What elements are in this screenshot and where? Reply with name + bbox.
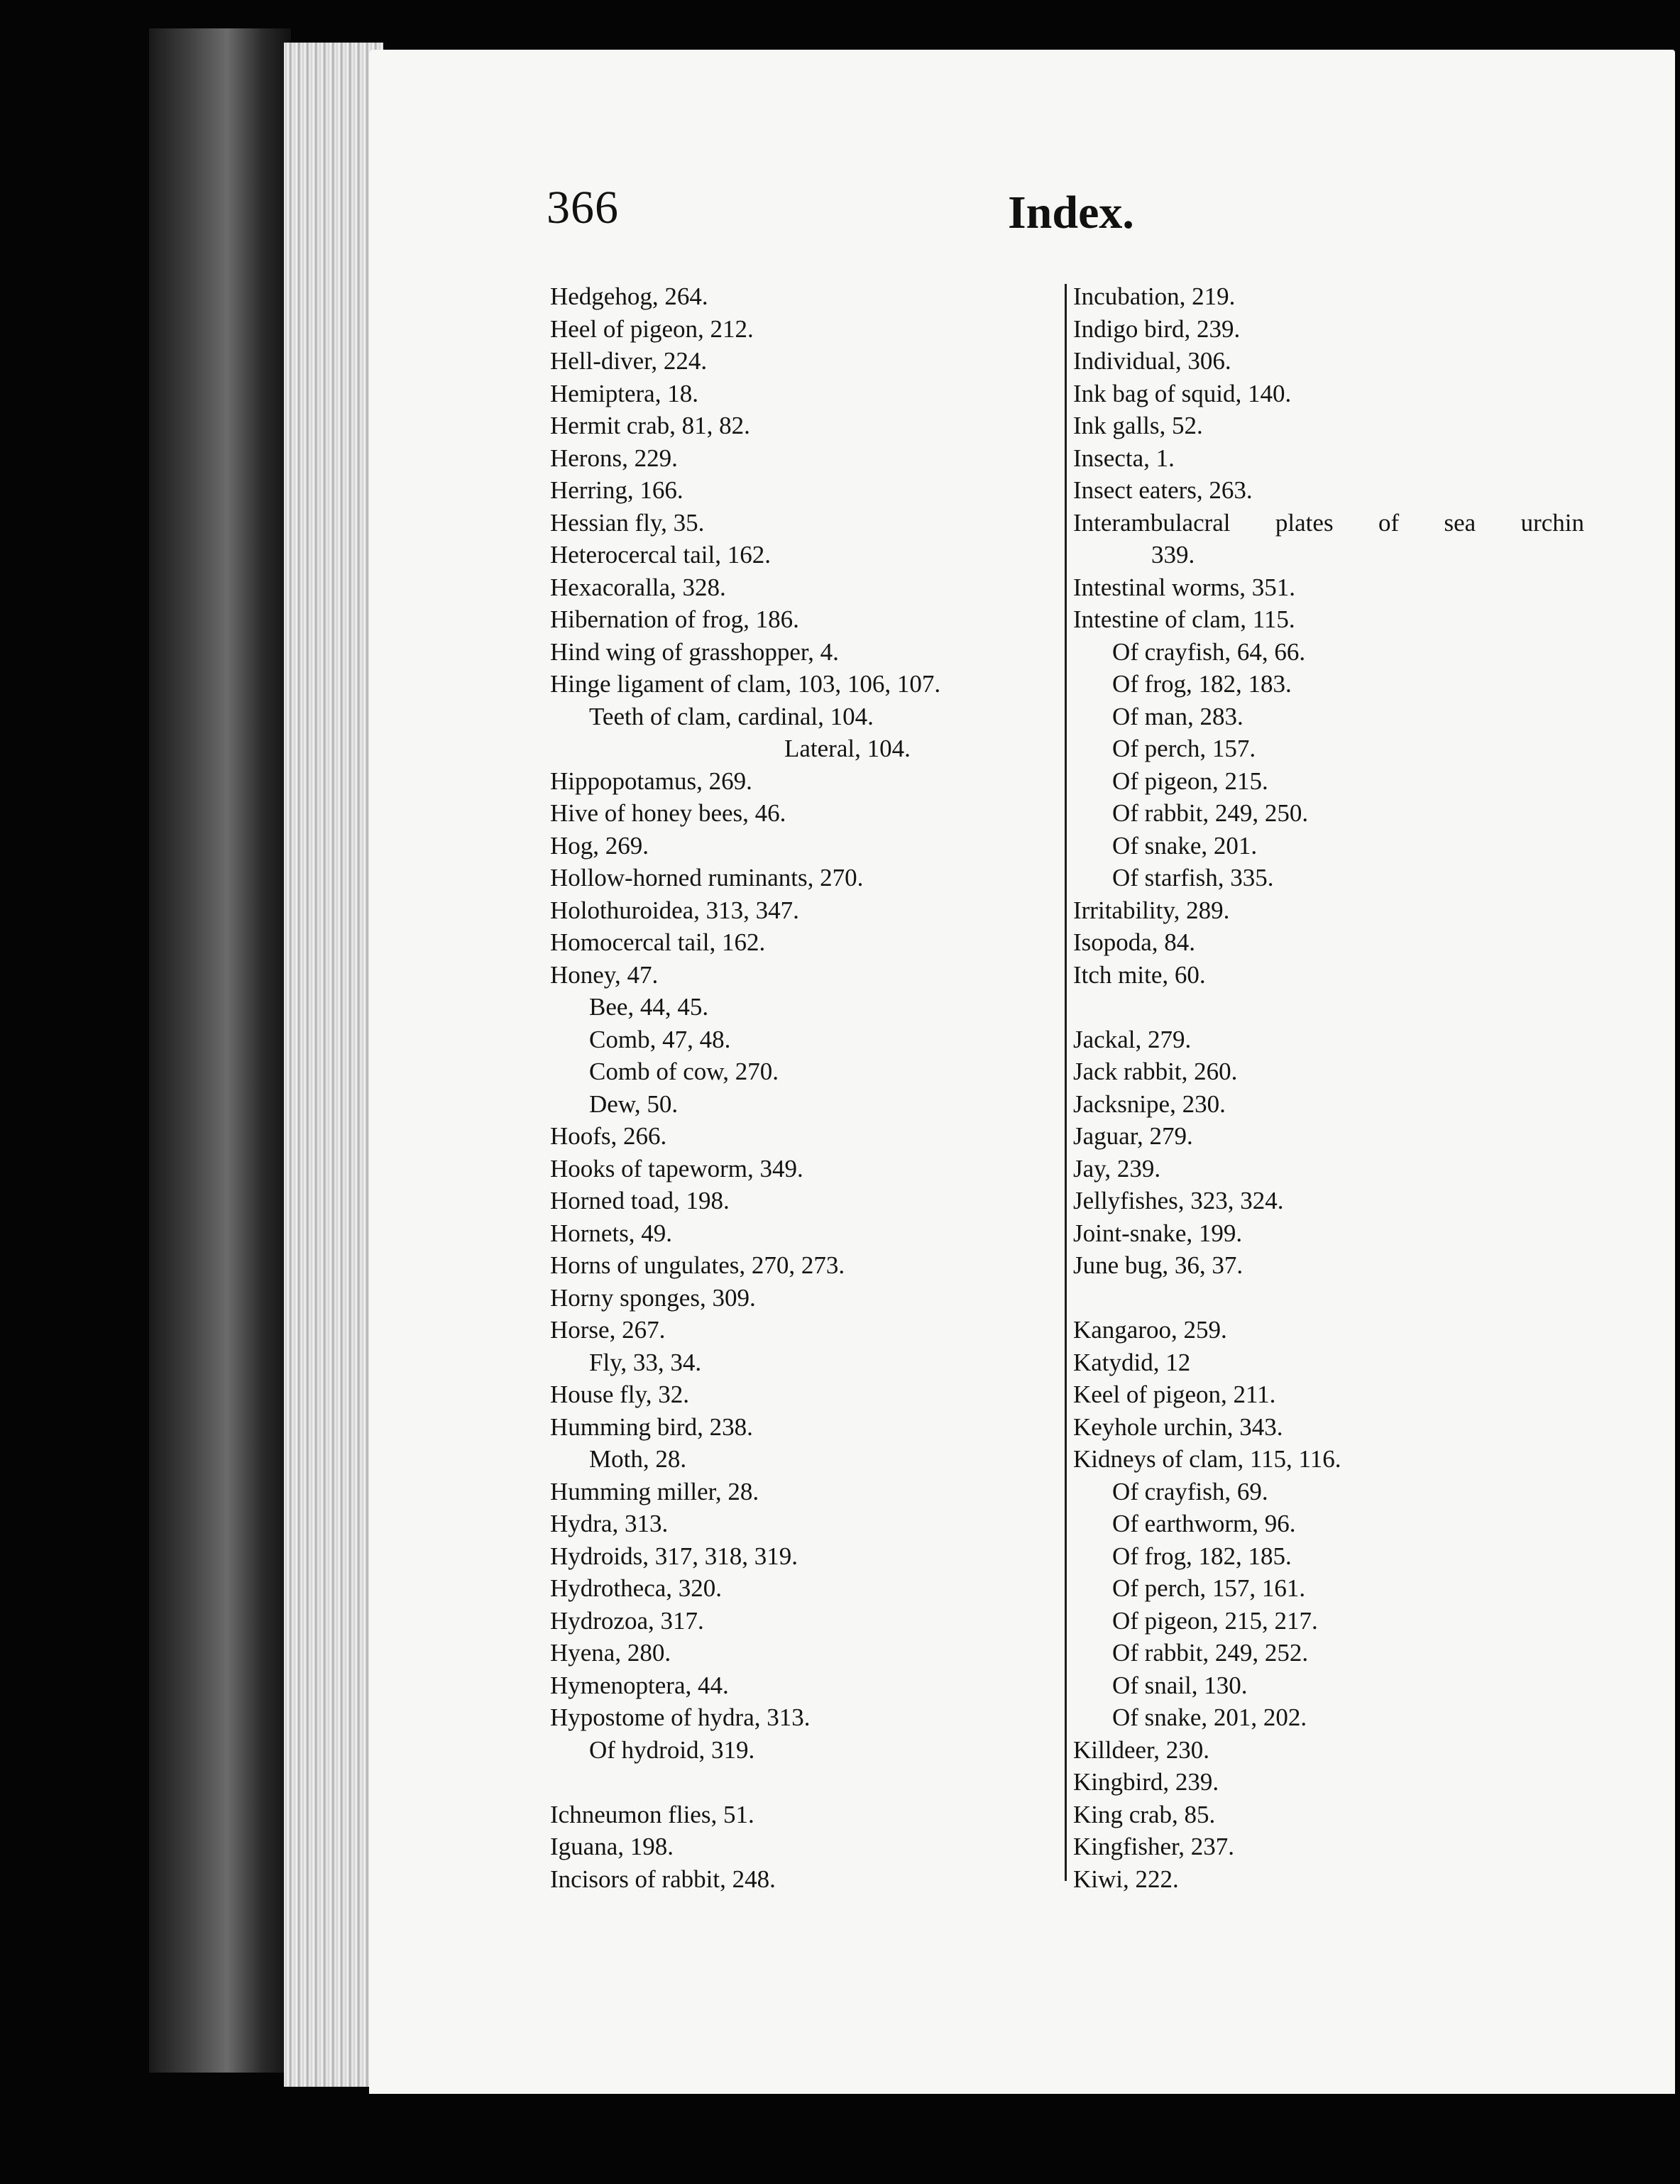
index-subentry: Fly, 33, 34. (589, 1348, 702, 1376)
index-entry: Kingfisher, 237. (1073, 1833, 1235, 1860)
index-entry: Ink galls, 52. (1073, 412, 1203, 439)
index-entry: Keel of pigeon, 211. (1073, 1381, 1276, 1408)
letter-group-gap (1073, 991, 1584, 1024)
index-entry: Humming miller, 28. (550, 1477, 759, 1505)
index-entry: Hippopotamus, 269. (550, 767, 752, 795)
index-entry: Hinge ligament of clam, 103, 106, 107. (550, 670, 941, 698)
index-entry: Holothuroidea, 313, 347. (550, 896, 799, 924)
index-entry: Jackal, 279. (1073, 1025, 1192, 1053)
letter-group-gap (550, 1766, 1040, 1799)
page-number: 366 (547, 182, 619, 234)
page-title: Index. (1008, 187, 1134, 238)
index-entry: Hessian fly, 35. (550, 508, 705, 537)
index-entry: Hydroids, 317, 318, 319. (550, 1542, 798, 1570)
index-entry: Kangaroo, 259. (1073, 1316, 1227, 1344)
index-entry: Kiwi, 222. (1073, 1865, 1179, 1893)
index-subentry: Of hydroid, 319. (589, 1735, 755, 1764)
index-subentry: Of perch, 157, 161. (1112, 1574, 1306, 1602)
index-entry: Killdeer, 230. (1073, 1735, 1210, 1764)
index-subentry: Of frog, 182, 183. (1112, 670, 1292, 698)
index-entry: Hymenoptera, 44. (550, 1671, 729, 1699)
index-entry: Jacksnipe, 230. (1073, 1090, 1226, 1118)
index-entry: Interambulacral plates of sea urchin (1073, 508, 1584, 537)
index-entry: Hog, 269. (550, 831, 649, 860)
letter-group-gap (1073, 1282, 1584, 1315)
index-entry: Indigo bird, 239. (1073, 314, 1241, 343)
index-entry: Homocercal tail, 162. (550, 928, 766, 956)
index-subentry: Teeth of clam, cardinal, 104. (589, 702, 874, 730)
index-entry: Insect eaters, 263. (1073, 476, 1253, 504)
index-subentry: Of perch, 157. (1112, 735, 1256, 762)
page-edges (284, 43, 383, 2087)
index-subentry: Comb of cow, 270. (589, 1058, 779, 1085)
index-entry: Intestinal worms, 351. (1073, 573, 1296, 601)
index-subentry: Of snake, 201. (1112, 831, 1258, 860)
index-entry: Kingbird, 239. (1073, 1768, 1219, 1796)
index-entry: Hoofs, 266. (550, 1122, 667, 1150)
index-entry: Hexacoralla, 328. (550, 573, 726, 601)
index-subentry: Bee, 44, 45. (589, 993, 709, 1021)
index-entry: Honey, 47. (550, 960, 659, 989)
index-entry: Irritability, 289. (1073, 896, 1230, 924)
index-entry: Hive of honey bees, 46. (550, 799, 786, 827)
index-subentry: Of man, 283. (1112, 702, 1243, 730)
index-entry: Incubation, 219. (1073, 282, 1236, 310)
index-entry: Keyhole urchin, 343. (1073, 1412, 1283, 1441)
index-subentry: Of rabbit, 249, 250. (1112, 799, 1309, 827)
index-entry: Herring, 166. (550, 476, 683, 504)
index-entry: Jay, 239. (1073, 1154, 1161, 1182)
index-entry: Hind wing of grasshopper, 4. (550, 637, 839, 666)
index-entry: Jack rabbit, 260. (1073, 1058, 1238, 1085)
index-entry: Herons, 229. (550, 444, 678, 472)
index-subentry: Of snail, 130. (1112, 1671, 1248, 1699)
index-entry: Hornets, 49. (550, 1219, 673, 1247)
index-entry: Hemiptera, 18. (550, 379, 698, 407)
index-entry: Horse, 267. (550, 1316, 666, 1344)
index-entry: Hydrotheca, 320. (550, 1574, 723, 1602)
index-entry: Itch mite, 60. (1073, 960, 1206, 989)
index-subentry: Of pigeon, 215. (1112, 767, 1268, 795)
index-entry: Incisors of rabbit, 248. (550, 1865, 776, 1893)
index-entry: Hooks of tapeworm, 349. (550, 1154, 803, 1182)
index-entry: Hydra, 313. (550, 1510, 669, 1537)
index-subentry: Of snake, 201, 202. (1112, 1703, 1307, 1731)
index-entry: 339. (1151, 541, 1195, 569)
index-entry: Iguana, 198. (550, 1833, 674, 1860)
index-subentry: Of pigeon, 215, 217. (1112, 1606, 1318, 1635)
index-subentry: Of crayfish, 64, 66. (1112, 637, 1306, 666)
index-entry: Hedgehog, 264. (550, 282, 708, 310)
index-entry: Horny sponges, 309. (550, 1283, 756, 1312)
index-entry: Hypostome of hydra, 313. (550, 1703, 811, 1731)
index-entry: Horns of ungulates, 270, 273. (550, 1251, 845, 1279)
index-entry: Hydrozoa, 317. (550, 1606, 704, 1635)
index-entry: June bug, 36, 37. (1073, 1251, 1243, 1279)
index-entry: Ink bag of squid, 140. (1073, 379, 1292, 407)
index-entry: Joint-snake, 199. (1073, 1219, 1243, 1247)
index-entry: Katydid, 12 (1073, 1348, 1191, 1376)
index-entry: Individual, 306. (1073, 347, 1231, 375)
index-entry: Hyena, 280. (550, 1639, 671, 1667)
index-subentry: Lateral, 104. (784, 735, 911, 762)
index-entry: Hollow-horned ruminants, 270. (550, 864, 864, 891)
index-entry: Insecta, 1. (1073, 444, 1175, 472)
index-entry: King crab, 85. (1073, 1800, 1216, 1828)
index-entry: Jellyfishes, 323, 324. (1073, 1187, 1284, 1214)
index-subentry: Of earthworm, 96. (1112, 1510, 1296, 1537)
index-subentry: Of frog, 182, 185. (1112, 1542, 1292, 1570)
index-entry: House fly, 32. (550, 1381, 690, 1408)
index-entry: Kidneys of clam, 115, 116. (1073, 1445, 1341, 1473)
index-subentry: Moth, 28. (589, 1445, 687, 1473)
index-subentry: Of crayfish, 69. (1112, 1477, 1268, 1505)
index-entry: Intestine of clam, 115. (1073, 605, 1295, 633)
index-subentry: Of starfish, 335. (1112, 864, 1274, 891)
index-entry: Isopoda, 84. (1073, 928, 1196, 956)
index-column-left (550, 280, 1040, 1895)
index-entry: Hell-diver, 224. (550, 347, 708, 375)
index-entry: Horned toad, 198. (550, 1187, 730, 1214)
index-subentry: Of rabbit, 249, 252. (1112, 1639, 1309, 1667)
index-subentry: Comb, 47, 48. (589, 1025, 731, 1053)
index-entry: Humming bird, 238. (550, 1412, 753, 1441)
book-spine (149, 28, 291, 2073)
index-entry: Hibernation of frog, 186. (550, 605, 799, 633)
index-entry: Ichneumon flies, 51. (550, 1800, 754, 1828)
index-column-right (1073, 280, 1584, 1895)
column-divider (1065, 284, 1067, 1881)
index-entry: Heel of pigeon, 212. (550, 314, 754, 343)
index-entry: Heterocercal tail, 162. (550, 541, 771, 569)
index-entry: Hermit crab, 81, 82. (550, 412, 750, 439)
index-subentry: Dew, 50. (589, 1090, 679, 1118)
index-entry: Jaguar, 279. (1073, 1122, 1193, 1150)
